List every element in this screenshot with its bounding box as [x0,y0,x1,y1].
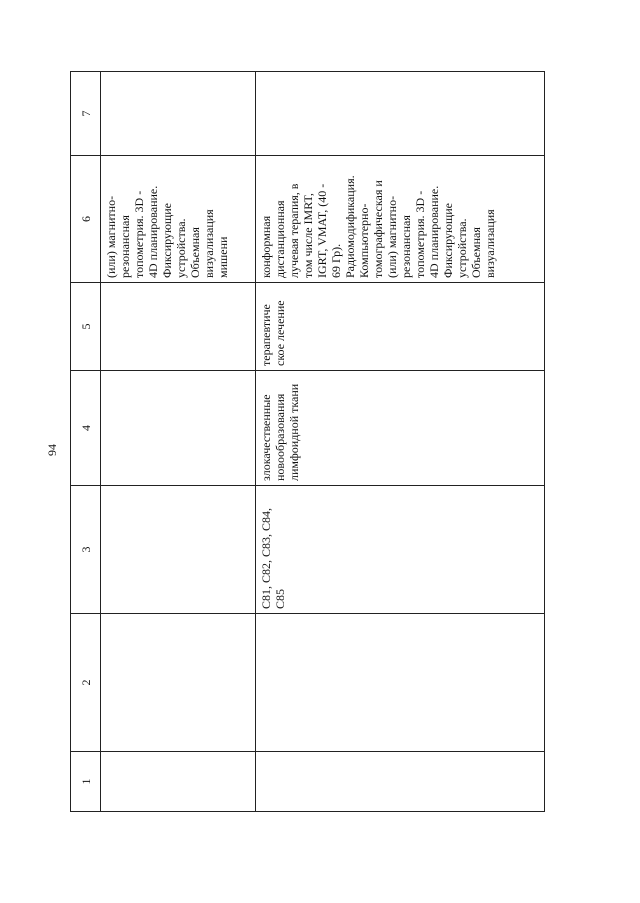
services-table [70,71,545,812]
column-header-2: 2 [71,614,101,752]
column-header-7: 7 [71,72,101,156]
cell-profile [101,614,256,752]
cell-icd-codes [101,486,256,614]
column-header-6: 6 [71,156,101,283]
page-number: 94 [45,444,59,456]
cell-treatment-type [101,283,256,371]
column-header-5: 5 [71,283,101,371]
column-header-3: 3 [71,486,101,614]
cell-number [101,752,256,812]
cell-number [256,752,545,812]
table-row [101,72,256,812]
table-row [256,72,545,812]
cell-diagnosis: злокачественные новообразования лимфоидной ткани [256,371,545,486]
cell-cost [256,72,545,156]
table-frame [70,72,545,812]
cell-icd-codes: C81, C82, C83, C84, C85 [256,486,545,614]
cell-treatment-type: терапевтиче ское лечение [256,283,545,371]
column-header-4: 4 [71,371,101,486]
cell-cost [101,72,256,156]
cell-treatment-method: (или) магнитно- резонансная топометрия. 3D - 4D планирование. Фиксирующие устройства. Объемная визуализация мишени [101,156,256,283]
cell-profile [256,614,545,752]
column-header-1: 1 [71,752,101,812]
header-row [71,72,101,812]
cell-treatment-method: конформная дистанционная лучевая терапия, в том числе IMRT, IGRT, VMAT, (40 - 69 Гр). Радиомодификация. Компьютерно- томографическая и (или) магнитно- резонансная топометрия. 3D - 4D планирование. Фиксирующие устройства. Объемная визуализация [256,156,545,283]
cell-diagnosis [101,371,256,486]
